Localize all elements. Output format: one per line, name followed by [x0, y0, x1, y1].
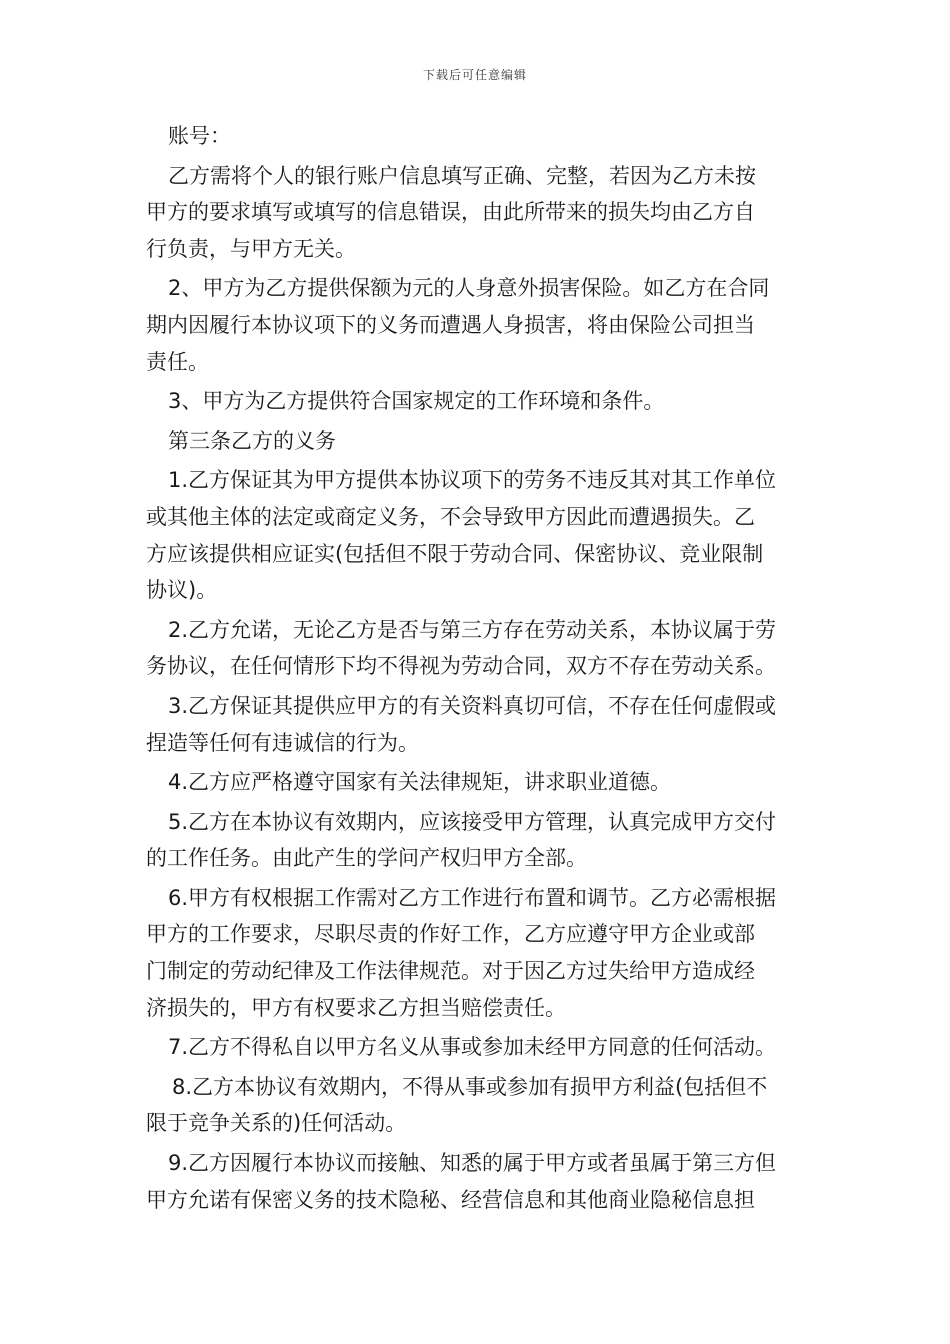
- text-line: 5.乙方在本协议有效期内，应该接受甲方管理，认真完成甲方交付: [168, 809, 777, 834]
- text-line: 门制定的劳动纪律及工作法律规范。对于因乙方过失给甲方造成经: [146, 959, 755, 984]
- paragraph: [146, 880, 810, 1026]
- text-line: 限于竞争关系的)任何活动。: [146, 1111, 407, 1136]
- text-line: 第三条乙方的义务: [168, 428, 336, 453]
- paragraph: [146, 158, 810, 268]
- text-line: 7.乙方不得私自以甲方名义从事或参加未经甲方同意的任何活动。: [168, 1035, 777, 1060]
- text-line: 甲方允诺有保密义务的技术隐秘、经营信息和其他商业隐秘信息担: [146, 1187, 755, 1212]
- text-line: 甲方的要求填写或填写的信息错误，由此所带来的损失均由乙方自: [146, 200, 755, 225]
- paragraph: [146, 612, 810, 685]
- paragraph: [146, 1145, 810, 1218]
- paragraph: [146, 118, 810, 155]
- text-line: 乙方需将个人的银行账户信息填写正确、完整，若因为乙方未按: [168, 163, 756, 188]
- text-line: 期内因履行本协议项下的义务而遭遇人身损害，将由保险公司担当: [146, 312, 755, 337]
- text-line: 账号：: [168, 124, 231, 148]
- text-line: 2.乙方允诺，无论乙方是否与第三方存在劳动关系，本协议属于劳: [168, 617, 777, 642]
- text-line: 3、甲方为乙方提供符合国家规定的工作环境和条件。: [168, 389, 665, 414]
- paragraph: [146, 423, 810, 460]
- text-line: 4.乙方应严格遵守国家有关法律规矩，讲求职业道德。: [168, 770, 672, 795]
- text-line: 协议)。: [146, 578, 218, 603]
- text-line: 3.乙方保证其提供应甲方的有关资料真切可信，不存在任何虚假或: [168, 693, 777, 718]
- paragraph: [146, 764, 810, 801]
- text-line: 行负责，与甲方无关。: [146, 236, 356, 261]
- paragraph: [146, 804, 810, 877]
- text-line: 9.乙方因履行本协议而接触、知悉的属于甲方或者虽属于第三方但: [168, 1151, 777, 1176]
- paragraph: [146, 1029, 810, 1066]
- document-body: [146, 118, 810, 1221]
- text-line: 的工作任务。由此产生的学问产权归甲方全部。: [146, 846, 587, 871]
- text-line: 8.乙方本协议有效期内，不得从事或参加有损甲方利益(包括但不: [172, 1074, 768, 1099]
- text-line: 务协议，在任何情形下均不得视为劳动合同，双方不存在劳动关系。: [146, 654, 776, 679]
- paragraph: [146, 270, 810, 380]
- text-line: 方应该提供相应证实(包括但不限于劳动合同、保密协议、竞业限制: [146, 541, 764, 566]
- text-line: 济损失的，甲方有权要求乙方担当赔偿责任。: [146, 995, 566, 1020]
- text-line: 1.乙方保证其为甲方提供本协议项下的劳务不违反其对其工作单位: [168, 468, 777, 493]
- text-line: 或其他主体的法定或商定义务，不会导致甲方因此而遭遇损失。乙: [146, 504, 755, 529]
- paragraph: [146, 688, 810, 761]
- page-header: 下载后可任意编辑: [422, 68, 527, 82]
- text-line: 6.甲方有权根据工作需对乙方工作进行布置和调节。乙方必需根据: [168, 885, 777, 910]
- text-line: 捏造等任何有违诚信的行为。: [146, 730, 419, 755]
- paragraph: [146, 462, 810, 608]
- paragraph: [146, 383, 810, 420]
- text-line: 2、甲方为乙方提供保额为元的人身意外损害保险。如乙方在合同: [168, 276, 770, 301]
- paragraph: [146, 1069, 810, 1142]
- text-line: 甲方的工作要求，尽职尽责的作好工作，乙方应遵守甲方企业或部: [146, 922, 755, 947]
- text-line: 责任。: [146, 349, 209, 374]
